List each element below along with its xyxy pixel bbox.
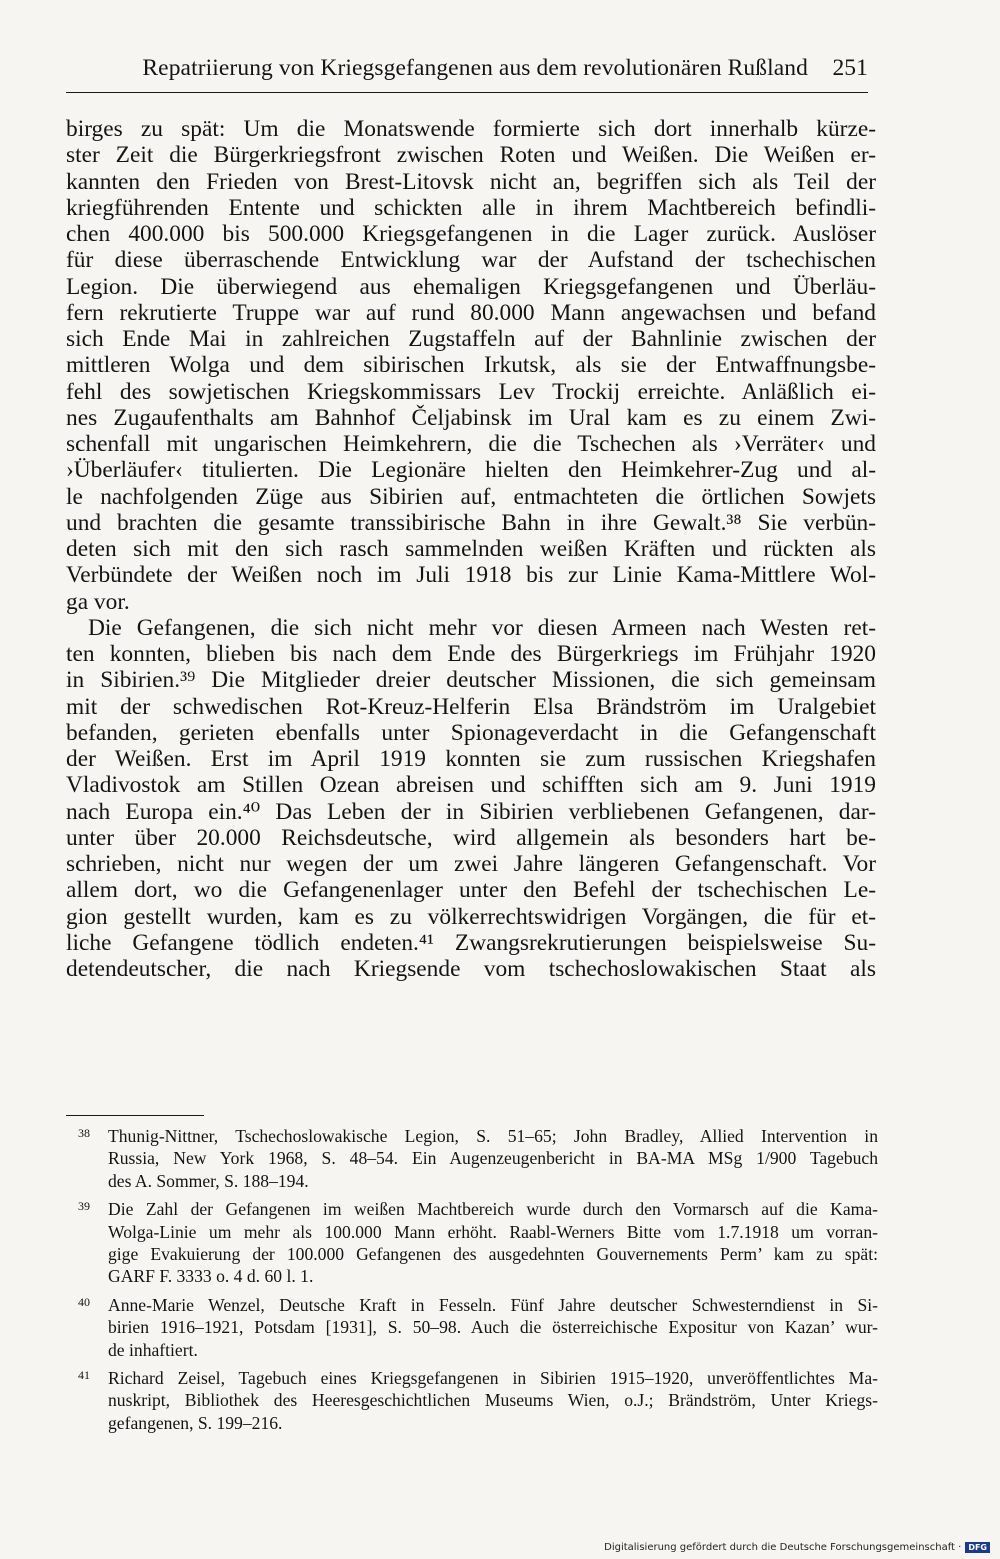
body-line: allem dort, wo die Gefangenenlager unter den Befehl der tschechischen Le- — [66, 877, 876, 904]
body-line: befanden, gerieten ebenfalls unter Spionageverdacht in die Gefangenschaft — [66, 719, 876, 746]
body-line: Vladivostok am Stillen Ozean abreisen und schifften sich am 9. Juni 1919 — [66, 772, 876, 799]
body-line: nach Europa ein.⁴⁰ Das Leben der in Sibirien verbliebenen Gefangenen, dar- — [66, 798, 876, 825]
dfg-logo: DFG — [965, 1542, 990, 1553]
credit-text: Digitalisierung gefördert durch die Deutsche Forschungsgemeinschaft · — [604, 1542, 962, 1553]
body-line: gion gestellt wurden, kam es zu völkerrechtswidrigen Vorgängen, die für et- — [66, 903, 876, 930]
running-head-title: Repatriierung von Kriegsgefangenen aus dem revolutionären Rußland — [142, 55, 808, 81]
footnote-line: GARF F. 3333 o. 4 d. 60 l. 1. — [108, 1266, 314, 1287]
footnote-38 — [66, 1125, 878, 1192]
footnote-41 — [66, 1367, 878, 1434]
body-line: sich Ende Mai in zahlreichen Zugstaffeln auf der Bahnlinie zwischen der — [66, 326, 876, 352]
footnote-number: 38 — [78, 1126, 90, 1140]
body-line: in Sibirien.³⁹ Die Mitglieder dreier deutscher Missionen, die sich gemeinsam — [66, 667, 876, 694]
digitization-credit — [604, 1542, 990, 1553]
body-line: mit der schwedischen Rot-Kreuz-Helferin Elsa Brändström im Uralgebiet — [66, 693, 876, 720]
body-line: Verbündete der Weißen noch im Juli 1918 bis zur Linie Kama-Mittlere Wol- — [66, 562, 876, 589]
body-line: detendeutscher, die nach Kriegsende vom tschechoslowakischen Staat als — [66, 956, 876, 982]
footnote-line: des A. Sommer, S. 188–194. — [108, 1170, 309, 1191]
body-line: schrieben, nicht nur wegen der um zwei Jahre längeren Gefangenschaft. Vor — [66, 851, 876, 877]
footnote-line: Anne-Marie Wenzel, Deutsche Kraft in Fesseln. Fünf Jahre deutscher Schwesterndienst in Si- — [108, 1294, 878, 1315]
body-text — [66, 116, 876, 982]
footnote-line: gige Evakuierung der 100.000 Gefangenen des ausgedehnten Gouvernements Perm’ kam zu spät: — [108, 1243, 878, 1264]
footnote-line: de inhaftiert. — [108, 1339, 198, 1360]
footnote-line: birien 1916–1921, Potsdam [1931], S. 50–98. Auch die österreichische Expositur von Kazan’ wur- — [108, 1317, 878, 1338]
body-line: ›Überläufer‹ titulierten. Die Legionäre hielten den Heimkehrer-Zug und al- — [66, 457, 876, 484]
body-line: birges zu spät: Um die Monatswende formierte sich dort innerhalb kürze- — [66, 116, 876, 142]
body-line: nes Zugaufenthalts am Bahnhof Čeljabinsk im Ural kam es zu einem Zwi- — [66, 404, 876, 431]
body-line: chen 400.000 bis 500.000 Kriegsgefangenen in die Lager zurück. Auslöser — [66, 221, 876, 247]
body-line: ga vor. — [66, 588, 130, 615]
footnote-line: nuskript, Bibliothek des Heeresgeschichtlichen Museums Wien, o.J.; Brändström, Unter Kriegs- — [108, 1390, 878, 1411]
body-line: fern rekrutierte Truppe war auf rund 80.000 Mann angewachsen und befand — [66, 299, 876, 326]
footnote-line: Die Zahl der Gefangenen im weißen Machtbereich wurde durch den Vormarsch auf die Kama- — [108, 1199, 878, 1220]
footnote-line: Richard Zeisel, Tagebuch eines Kriegsgefangenen in Sibirien 1915–1920, unveröffentlichtes Ma- — [108, 1367, 878, 1388]
body-line: mittleren Wolga und dem sibirischen Irkutsk, als sie der Entwaffnungsbe- — [66, 352, 876, 379]
footnote-rule — [66, 1115, 204, 1116]
body-line: ten konnten, blieben bis nach dem Ende des Bürgerkriegs im Frühjahr 1920 — [66, 641, 876, 667]
body-line: und brachten die gesamte transsibirische Bahn in ihre Gewalt.³⁸ Sie verbün- — [66, 509, 876, 536]
footnotes — [66, 1125, 878, 1440]
footnote-number: 40 — [78, 1294, 90, 1309]
body-line: kannten den Frieden von Brest-Litovsk nicht an, begriffen sich als Teil der — [66, 168, 876, 195]
page-number: 251 — [832, 55, 868, 81]
body-line: der Weißen. Erst im April 1919 konnten sie zum russischen Kriegshafen — [66, 746, 876, 772]
body-line: fehl des sowjetischen Kriegskommissars Lev Trockij erreichte. Anläßlich ei- — [66, 378, 876, 405]
body-line: liche Gefangene tödlich endeten.⁴¹ Zwangsrekrutierungen beispielsweise Su- — [66, 929, 876, 956]
body-line: ster Zeit die Bürgerkriegsfront zwischen Roten und Weißen. Die Weißen er- — [66, 142, 876, 169]
footnote-line: Wolga-Linie um mehr als 100.000 Mann erhöht. Raabl-Werners Bitte vom 1.7.1918 um vorran- — [108, 1221, 878, 1242]
body-line: deten sich mit den sich rasch sammelnden weißen Kräften und rückten als — [66, 536, 876, 562]
footnote-40 — [66, 1294, 878, 1361]
footnote-line: gefangenen, S. 199–216. — [108, 1412, 283, 1433]
body-line: unter über 20.000 Reichsdeutsche, wird allgemein als besonders hart be- — [66, 824, 876, 851]
body-line: für diese überraschende Entwicklung war der Aufstand der tschechischen — [66, 247, 876, 274]
body-line: Legion. Die überwiegend aus ehemaligen Kriegsgefangenen und Überläu- — [66, 273, 876, 300]
body-line: schenfall mit ungarischen Heimkehrern, die die Tschechen als ›Verräter‹ und — [66, 431, 876, 457]
body-line: Die Gefangenen, die sich nicht mehr vor diesen Armeen nach Westen ret- — [88, 614, 876, 641]
body-line: le nachfolgenden Züge aus Sibirien auf, entmachteten die örtlichen Sowjets — [66, 483, 876, 510]
body-line: kriegführenden Entente und schickten alle in ihrem Machtbereich befindli- — [66, 194, 876, 221]
footnote-line: Thunig-Nittner, Tschechoslowakische Legion, S. 51–65; John Bradley, Allied Intervention in — [108, 1126, 878, 1146]
footnote-39 — [66, 1198, 878, 1288]
header-rule — [66, 92, 868, 93]
footnote-number: 41 — [78, 1367, 90, 1382]
footnote-line: Russia, New York 1968, S. 48–54. Ein Augenzeugenbericht in BA-MA MSg 1/900 Tagebuch — [108, 1148, 878, 1169]
footnote-number: 39 — [78, 1199, 90, 1214]
